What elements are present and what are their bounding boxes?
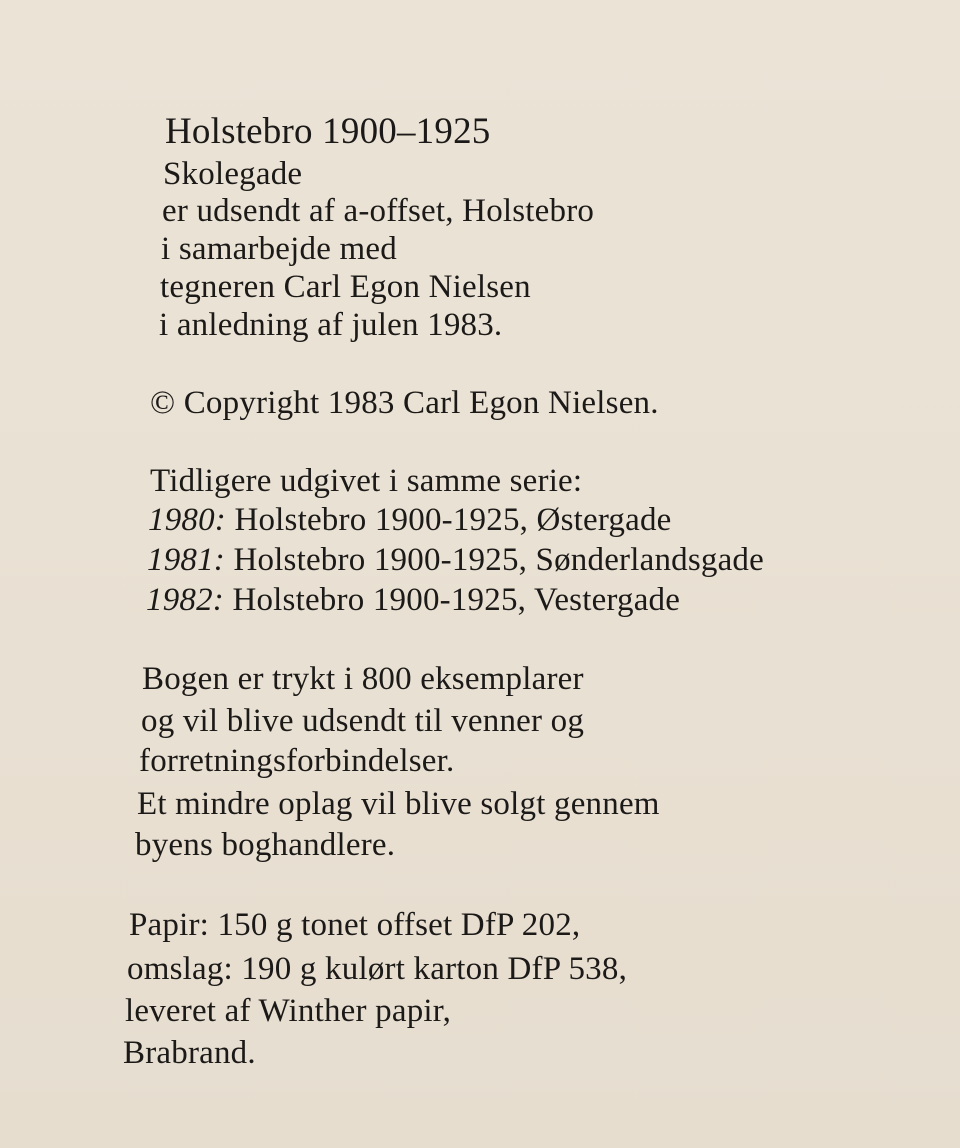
series-entry-1982 (146, 581, 680, 619)
series-heading: Tidligere udgivet i samme serie: (150, 463, 583, 499)
intro-line-4: tegneren Carl Egon Nielsen (160, 269, 531, 305)
print-line-3: forretningsforbindelser. (139, 743, 455, 779)
book-title: Holstebro 1900–1925 (165, 111, 491, 152)
series-year: 1980: (148, 502, 226, 538)
print-line-5: byens boghandlere. (135, 827, 396, 863)
print-line-4: Et mindre oplag vil blive solgt gennem (137, 786, 660, 822)
paper-line-1: Papir: 150 g tonet offset DfP 202, (129, 907, 581, 943)
series-title: Holstebro 1900-1925, Vestergade (232, 582, 681, 618)
print-line-2: og vil blive udsendt til venner og (141, 703, 585, 739)
paper-line-2: omslag: 190 g kulørt karton DfP 538, (127, 951, 628, 987)
series-year: 1982: (146, 582, 224, 618)
series-entry-1980 (148, 501, 672, 539)
copyright-notice: © Copyright 1983 Carl Egon Nielsen. (150, 385, 659, 421)
series-entry-1981 (147, 541, 764, 579)
series-title: Holstebro 1900-1925, Østergade (234, 502, 672, 538)
intro-line-1: Skolegade (163, 156, 303, 192)
paper-line-4: Brabrand. (123, 1035, 256, 1071)
series-year: 1981: (147, 542, 225, 578)
series-title: Holstebro 1900-1925, Sønderlandsgade (233, 542, 764, 578)
paper-line-3: leveret af Winther papir, (125, 993, 452, 1029)
intro-line-2: er udsendt af a-offset, Holstebro (162, 193, 595, 229)
print-line-1: Bogen er trykt i 800 eksemplarer (142, 661, 584, 697)
intro-line-3: i samarbejde med (161, 231, 397, 267)
intro-line-5: i anledning af julen 1983. (159, 307, 503, 343)
